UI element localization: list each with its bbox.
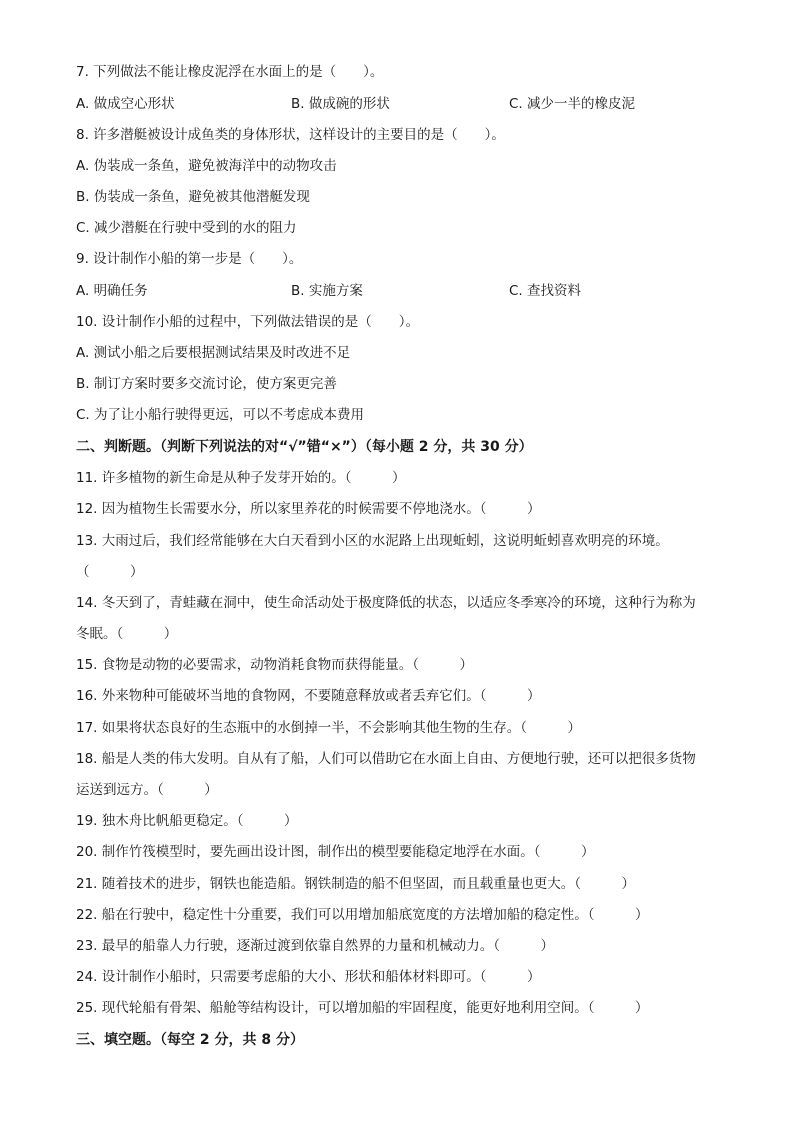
judgment-item-24: 24. 设计制作小船时，只需要考虑船的大小、形状和船体材料即可。（ ） [76, 969, 541, 985]
question-7-option-a: A. 做成空心形状 [76, 96, 175, 112]
question-8-stem: 8. 许多潜艇被设计成鱼类的身体形状，这样设计的主要目的是（ ）。 [76, 127, 505, 143]
question-10-option-b: B. 制订方案时要多交流讨论，使方案更完善 [76, 376, 337, 392]
question-8-option-a: A. 伪装成一条鱼，避免被海洋中的动物攻击 [76, 158, 337, 174]
judgment-item-15: 15. 食物是动物的必要需求，动物消耗食物而获得能量。（ ） [76, 657, 474, 673]
judgment-item-14-cont: 冬眠。（ ） [76, 626, 178, 642]
question-7-stem: 7. 下列做法不能让橡皮泥浮在水面上的是（ ）。 [76, 64, 384, 80]
section-3-heading: 三、填空题。（每空 2 分，共 8 分） [76, 1032, 304, 1048]
question-9-stem: 9. 设计制作小船的第一步是（ ）。 [76, 251, 303, 267]
judgment-item-22: 22. 船在行驶中，稳定性十分重要，我们可以用增加船底宽度的方法增加船的稳定性。（ ） [76, 907, 649, 923]
judgment-item-20: 20. 制作竹筏模型时，要先画出设计图，制作出的模型要能稳定地浮在水面。（ ） [76, 844, 595, 860]
question-10-stem: 10. 设计制作小船的过程中，下列做法错误的是（ ）。 [76, 314, 420, 330]
question-8-option-c: C. 减少潜艇在行驶中受到的水的阻力 [76, 220, 297, 236]
question-7-option-b: B. 做成碗的形状 [291, 96, 390, 112]
judgment-item-19: 19. 独木舟比帆船更稳定。（ ） [76, 813, 298, 829]
judgment-item-25: 25. 现代轮船有骨架、船舱等结构设计，可以增加船的牢固程度，能更好地利用空间。（ ） [76, 1000, 649, 1016]
question-9-option-c: C. 查找资料 [509, 283, 582, 299]
question-8-option-b: B. 伪装成一条鱼，避免被其他潜艇发现 [76, 189, 310, 205]
judgment-item-17: 17. 如果将状态良好的生态瓶中的水倒掉一半，不会影响其他生物的生存。（ ） [76, 720, 582, 736]
judgment-item-16: 16. 外来物种可能破坏当地的食物网，不要随意释放或者丢弃它们。（ ） [76, 688, 541, 704]
section-2-heading: 二、判断题。（判断下列说法的对“√”错“×”）（每小题 2 分，共 30 分） [76, 439, 533, 455]
question-7-option-c: C. 减少一半的橡皮泥 [509, 96, 636, 112]
judgment-item-18: 18. 船是人类的伟大发明。自从有了船，人们可以借助它在水面上自由、方便地行驶，还可以把很多货物 [76, 751, 696, 767]
judgment-item-21: 21. 随着技术的进步，钢铁也能造船。钢铁制造的船不但坚固，而且载重量也更大。（ ） [76, 876, 636, 892]
judgment-item-14: 14. 冬天到了，青蛙藏在洞中，使生命活动处于极度降低的状态，以适应冬季寒冷的环境，这种行为称为 [76, 595, 696, 611]
question-10-option-c: C. 为了让小船行驶得更远，可以不考虑成本费用 [76, 407, 365, 423]
judgment-item-11: 11. 许多植物的新生命是从种子发芽开始的。（ ） [76, 470, 406, 486]
question-10-option-a: A. 测试小船之后要根据测试结果及时改进不足 [76, 345, 351, 361]
judgment-item-13: 13. 大雨过后，我们经常能够在大白天看到小区的水泥路上出现蚯蚓，这说明蚯蚓喜欢明亮的环境。 [76, 533, 669, 549]
judgment-item-12: 12. 因为植物生长需要水分，所以家里养花的时候需要不停地浇水。（ ） [76, 501, 541, 517]
question-9-option-b: B. 实施方案 [291, 283, 363, 299]
judgment-item-18-cont: 运送到远方。（ ） [76, 782, 218, 798]
judgment-item-23: 23. 最早的船靠人力行驶，逐渐过渡到依靠自然界的力量和机械动力。（ ） [76, 938, 555, 954]
judgment-item-13-blank: （ ） [76, 564, 144, 580]
question-9-option-a: A. 明确任务 [76, 283, 148, 299]
